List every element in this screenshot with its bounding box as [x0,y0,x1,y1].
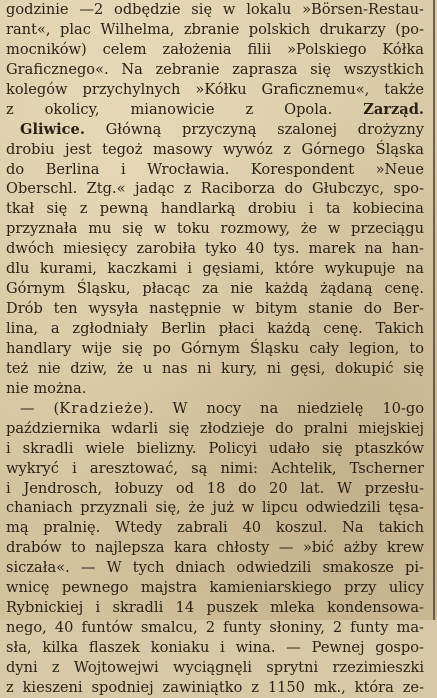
text-line: dwóch miesięcy zarobiła tyko 40 tys. marek na han- [6,240,424,258]
column-rule [433,0,435,620]
text-line-with-signature [6,100,424,120]
text-line: Drób ten wysyła następnie w bitym stanie do Ber- [6,300,424,318]
text-line: drabów to najlepsza kara chłosty — »bić ażby krew [6,539,424,557]
text-line: nie można. [6,379,87,397]
article-column [6,0,424,698]
text-line: chaniach przyznali się, że już w lipcu odwiedzili tęsa- [6,499,424,517]
text-line-dateline [6,120,424,140]
dateline-gliwice: Gliwice. [20,120,85,138]
text-line: Graficznego«. Na zebranie zaprasza się wszystkich [6,60,424,78]
text-line: kolegów przychylnych »Kółku Graficznemu«, także [6,80,424,98]
text-line: tkał się z pewną handlarką drobiu i ta kobiecina [6,200,424,218]
text-line: mą pralnię. Wtedy zabrali 40 koszul. Na takich [6,519,424,537]
text-line: Górnym Śląsku, płacąc za nie każdą żądaną cenę. [6,280,424,298]
text-line: i Jendrosch, łobuzy od 18 do 20 lat. W przesłu- [6,479,424,497]
text-line: i skradli wiele bielizny. Policyi udało się ptaszków [6,439,424,457]
text-line: dyni z Wojtowejwi wyciągnęli sprytni rzezimieszki [6,658,424,676]
text-line: siczała«. — W tych dniach odwiedzili smakosze pi- [6,559,424,577]
text-line: z kieszeni spodniej zawiniątko z 1150 mk., która ze- [6,678,424,696]
text-line: dlu kurami, kaczkami i gęsiami, które wykupuje na [6,260,424,278]
text-line: Oberschl. Ztg.« jadąc z Raciborza do Głubczyc, spo- [6,180,424,198]
text-line: godzinie —2 odbędzie się w lokalu »Börsen-Restau- [6,1,424,18]
signature: Zarząd. [363,100,425,118]
text-fragment: z okolicy, mianowicie z Opola. [6,100,333,118]
text-line: nego, 40 funtów smalcu, 2 funty słoniny, 2 funty ma- [6,619,424,637]
text-line: do Berlina i Wrocławia. Korespondent »Neue [6,160,424,178]
text-line: drobiu jest tegoż masowy wywóz z Górnego Śląska [6,140,424,158]
text-line: Rybnickiej i skradli 14 puszek mleka kondensowa- [6,599,424,617]
text-line: października wdarli się złodzieje do pralni miejskiej [6,419,424,437]
text-line: lina, a zgłodniały Berlin płaci każdą cenę. Takich [6,320,424,337]
text-line: handlary wije się po Górnym Śląsku cały legion, to [6,339,424,357]
text-fragment: — ( [20,399,60,417]
text-line: sła, kilka flaszek koniaku i wina. — Pewnej gospo- [6,639,424,656]
text-fragment: Główną przyczyną szalonej drożyzny [84,120,424,138]
text-line: wnicę pewnego majstra kamieniarskiego przy ulicy [6,579,424,597]
text-line: mocników) celem założenia filii »Polskiego Kółka [6,40,424,58]
text-fragment: ). W nocy na niedzielę 10-go [143,399,424,417]
text-line: też nie dziw, że u nas ni kury, ni gęsi, dokupić się [6,359,424,377]
text-line: wykryć i aresztować, są nimi: Achtelik, Tscherner [6,459,424,477]
text-line-section-heading [6,399,424,419]
section-heading-kradzieze: Kradzieże [59,399,144,417]
text-line: przyznała mu się w toku rozmowy, że w przeciągu [6,220,424,238]
text-line: rant«, plac Wilhelma, zbranie polskich drukarzy (po- [6,20,424,38]
